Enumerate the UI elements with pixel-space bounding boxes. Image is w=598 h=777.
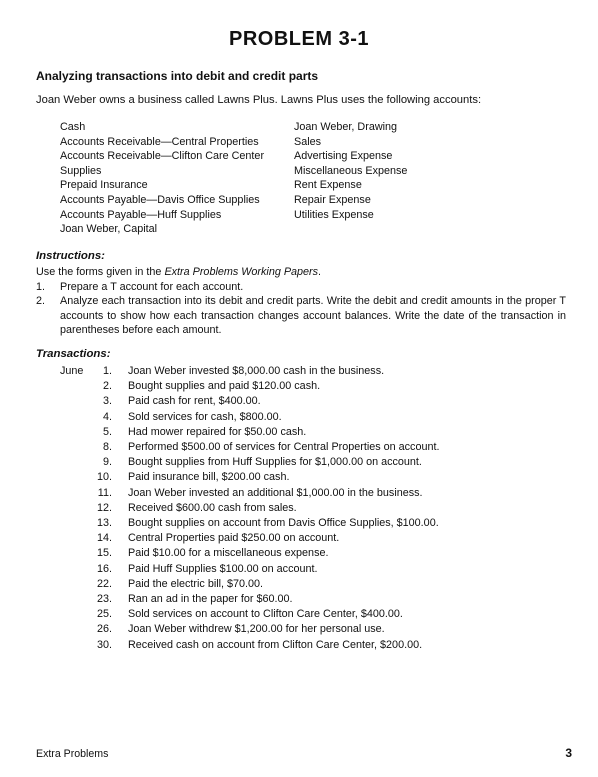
transaction-row: [60, 470, 439, 485]
instructions-block: [36, 265, 566, 338]
transaction-row: [60, 531, 439, 546]
transaction-row: [60, 516, 439, 531]
instruction-item: [36, 294, 566, 338]
transaction-month: [60, 607, 90, 622]
transaction-text: Bought supplies and paid $120.00 cash.: [128, 380, 321, 393]
transaction-day: 15.: [96, 547, 112, 560]
problem-subtitle: Analyzing transactions into debit and credit parts: [36, 69, 319, 83]
account-item: Joan Weber, Capital: [60, 223, 158, 236]
transaction-month: [60, 562, 90, 577]
transaction-month: [60, 470, 90, 485]
instruction-text: Prepare a T account for each account.: [60, 280, 244, 293]
transaction-day: 13.: [96, 517, 112, 530]
transaction-row: [60, 562, 439, 577]
instruction-number: 2.: [36, 295, 46, 308]
account-item: Supplies: [60, 164, 102, 177]
transaction-month: [60, 425, 90, 440]
transaction-day: 3.: [102, 395, 112, 408]
transaction-text: Bought supplies on account from Davis Office Supplies, $100.00.: [128, 517, 439, 530]
transaction-text: Sold services on account to Clifton Care Center, $400.00.: [128, 608, 403, 621]
account-item: Cash: [60, 121, 86, 133]
transaction-row: [60, 440, 439, 455]
transaction-text: Ran an ad in the paper for $60.00.: [128, 593, 293, 606]
accounts-column-1: [60, 120, 294, 237]
transaction-month: [60, 577, 90, 592]
transaction-text: Sold services for cash, $800.00.: [128, 410, 282, 423]
transaction-month: [60, 546, 90, 561]
accounts-column-2: [294, 120, 474, 237]
transaction-day: 5.: [102, 425, 112, 438]
transaction-text: Received cash on account from Clifton Care Center, $200.00.: [128, 638, 423, 651]
transaction-month: June: [60, 365, 84, 377]
account-item: Sales: [294, 135, 322, 148]
transaction-month: [60, 394, 90, 409]
transaction-month: [60, 455, 90, 470]
working-papers-title: Extra Problems Working Papers: [164, 266, 319, 278]
instructions-list: [36, 280, 566, 338]
accounts-list: [60, 120, 480, 237]
transaction-row: [60, 486, 439, 501]
transaction-day: 11.: [97, 486, 112, 499]
instructions-lead-before: Use the forms given in the: [36, 266, 165, 278]
transaction-day: 16.: [96, 562, 112, 575]
transaction-day: 26.: [96, 623, 112, 636]
instructions-lead: [36, 265, 566, 280]
transaction-text: Paid cash for rent, $400.00.: [128, 395, 261, 408]
account-item: Repair Expense: [294, 193, 371, 206]
transaction-row: [60, 364, 439, 379]
instruction-number: 1.: [36, 280, 46, 293]
transaction-row: [60, 577, 439, 592]
transaction-day: 2.: [102, 380, 112, 393]
transaction-text: Paid insurance bill, $200.00 cash.: [128, 471, 290, 484]
account-item: Prepaid Insurance: [60, 179, 148, 192]
transaction-row: [60, 622, 439, 637]
instruction-text: Analyze each transaction into its debit and credit parts. Write the debit and credit amounts in the proper T accounts to show how each transaction changes account balances. Write the date of the transaction in parentheses before each amount.: [60, 295, 566, 337]
transactions-heading: Transactions:: [36, 348, 111, 360]
transactions-list: [60, 364, 439, 653]
transaction-row: [60, 410, 439, 425]
transaction-row: [60, 638, 439, 653]
page-number: 3: [565, 746, 572, 760]
transaction-text: Central Properties paid $250.00 on account.: [128, 532, 340, 545]
transaction-row: [60, 607, 439, 622]
transaction-month: [60, 516, 90, 531]
instructions-lead-after: .: [318, 266, 322, 278]
transaction-day: 22.: [96, 577, 112, 590]
transaction-day: 30.: [96, 638, 112, 651]
transaction-row: [60, 546, 439, 561]
account-item: Joan Weber, Drawing: [294, 121, 398, 133]
transaction-text: Joan Weber invested $8,000.00 cash in the business.: [128, 365, 385, 377]
transaction-month: [60, 486, 90, 501]
transaction-text: Paid the electric bill, $70.00.: [128, 577, 264, 590]
footer-label: Extra Problems: [36, 748, 109, 760]
transaction-month: [60, 440, 90, 455]
transaction-row: [60, 455, 439, 470]
transaction-month: [60, 592, 90, 607]
transaction-month: [60, 638, 90, 653]
transaction-text: Had mower repaired for $50.00 cash.: [128, 425, 307, 438]
transaction-day: 14.: [96, 532, 112, 545]
account-item: Miscellaneous Expense: [294, 164, 408, 177]
account-item: Advertising Expense: [294, 150, 393, 163]
transaction-month: [60, 622, 90, 637]
transaction-row: [60, 379, 439, 394]
transaction-month: [60, 379, 90, 394]
transaction-row: [60, 501, 439, 516]
transaction-month: [60, 531, 90, 546]
transaction-day: 10.: [96, 471, 112, 484]
transaction-day: 1.: [102, 365, 112, 377]
page-title: PROBLEM 3-1: [229, 28, 369, 50]
intro-paragraph: Joan Weber owns a business called Lawns Plus. Lawns Plus uses the following accounts:: [36, 94, 482, 106]
transaction-row: [60, 592, 439, 607]
transaction-day: 4.: [102, 410, 112, 423]
transaction-row: [60, 394, 439, 409]
transaction-text: Paid $10.00 for a miscellaneous expense.: [128, 547, 329, 560]
account-item: Utilities Expense: [294, 208, 374, 221]
instruction-item: [36, 280, 566, 295]
account-item: Accounts Receivable—Clifton Care Center: [60, 150, 265, 163]
transaction-day: 23.: [96, 593, 112, 606]
transaction-day: 12.: [96, 501, 112, 514]
transaction-text: Joan Weber invested an additional $1,000.00 in the business.: [128, 486, 423, 499]
account-item: Rent Expense: [294, 179, 362, 192]
transaction-text: Performed $500.00 of services for Central Properties on account.: [128, 441, 440, 454]
transaction-text: Received $600.00 cash from sales.: [128, 501, 297, 514]
transaction-day: 25.: [96, 608, 112, 621]
transaction-day: 9.: [102, 456, 112, 469]
transaction-text: Bought supplies from Huff Supplies for $1,000.00 on account.: [128, 456, 422, 469]
account-item: Accounts Payable—Davis Office Supplies: [60, 193, 260, 206]
transaction-month: [60, 410, 90, 425]
account-item: Accounts Receivable—Central Properties: [60, 135, 259, 148]
instructions-heading: Instructions:: [36, 250, 105, 262]
transaction-text: Paid Huff Supplies $100.00 on account.: [128, 562, 318, 575]
transaction-day: 8.: [102, 441, 112, 454]
transaction-month: [60, 501, 90, 516]
transaction-text: Joan Weber withdrew $1,200.00 for her personal use.: [128, 623, 385, 636]
account-item: Accounts Payable—Huff Supplies: [60, 208, 222, 221]
transaction-row: [60, 425, 439, 440]
